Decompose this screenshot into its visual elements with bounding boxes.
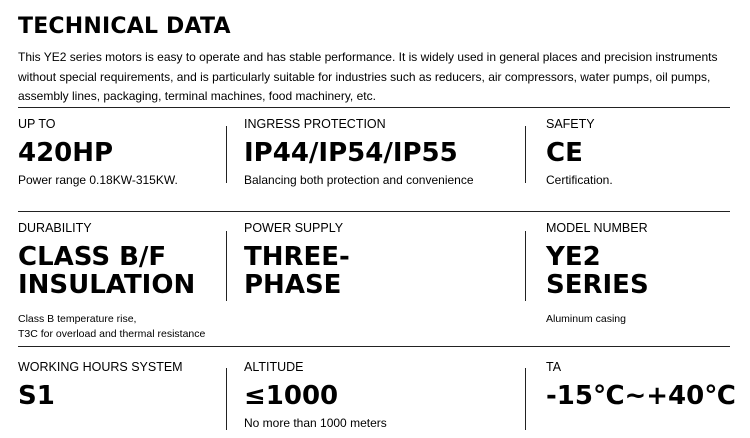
spec-description-line: Power range 0.18KW-315KW. xyxy=(18,173,178,187)
spec-value-line: THREE- xyxy=(244,242,350,272)
spec-value xyxy=(546,382,736,410)
spec-ingress-protection xyxy=(244,117,474,188)
spec-value-line: CLASS B/F xyxy=(18,242,167,272)
spec-description xyxy=(244,416,387,431)
column-divider xyxy=(525,368,526,430)
spec-up-to xyxy=(18,117,178,188)
spec-value xyxy=(546,243,649,299)
spec-description-line: Certification. xyxy=(546,173,613,187)
spec-working-hours-system xyxy=(18,360,183,410)
spec-value xyxy=(244,382,387,410)
spec-label: TA xyxy=(546,360,562,374)
column-divider xyxy=(525,231,526,301)
spec-value-line: S1 xyxy=(18,381,55,411)
intro-paragraph: This YE2 series motors is easy to operate and has stable performance. It is widely used in general places and precision instruments without special requirements, and is particularly suitable for industries such as reducers, air compressors, water pumps, oil pumps, assembly lines, packaging, terminal machines, food machinery, etc. xyxy=(18,50,718,103)
spec-value xyxy=(18,139,178,167)
spec-value-line: PHASE xyxy=(244,270,342,300)
spec-value xyxy=(244,139,474,167)
column-divider xyxy=(226,231,227,301)
spec-value xyxy=(18,243,205,299)
spec-model-number xyxy=(546,221,649,327)
spec-label: MODEL NUMBER xyxy=(546,221,648,235)
spec-label: DURABILITY xyxy=(18,221,92,235)
spec-value-line: 420HP xyxy=(18,138,114,168)
spec-description xyxy=(18,312,205,342)
spec-safety xyxy=(546,117,613,188)
spec-description xyxy=(546,173,613,188)
column-divider xyxy=(226,126,227,183)
spec-label: UP TO xyxy=(18,117,56,131)
spec-description-line: T3C for overload and thermal resistance xyxy=(18,328,206,340)
spec-altitude xyxy=(244,360,387,431)
spec-value-line: IP44/IP54/IP55 xyxy=(244,138,458,168)
page-title: TECHNICAL DATA xyxy=(18,14,231,39)
spec-description xyxy=(18,173,178,188)
spec-value xyxy=(244,243,350,299)
spec-value-line: INSULATION xyxy=(18,270,196,300)
spec-value-line: CE xyxy=(546,138,583,168)
spec-ta xyxy=(546,360,736,410)
column-divider xyxy=(226,368,227,430)
spec-description-line: Aluminum casing xyxy=(546,313,626,325)
spec-value xyxy=(18,382,183,410)
spec-value-line: YE2 xyxy=(546,242,601,272)
spec-label: POWER SUPPLY xyxy=(244,221,344,235)
spec-label: WORKING HOURS SYSTEM xyxy=(18,360,183,374)
spec-durability xyxy=(18,221,205,342)
column-divider xyxy=(525,126,526,183)
spec-description xyxy=(244,173,474,188)
spec-value xyxy=(546,139,613,167)
spec-power-supply xyxy=(244,221,350,299)
spec-label: SAFETY xyxy=(546,117,595,131)
spec-label: ALTITUDE xyxy=(244,360,304,374)
spec-description-line: Balancing both protection and convenience xyxy=(244,173,474,187)
spec-value-line: -15℃~+40℃ xyxy=(546,381,736,411)
divider-row-2 xyxy=(18,346,730,347)
spec-description-line: No more than 1000 meters xyxy=(244,416,387,430)
spec-label: INGRESS PROTECTION xyxy=(244,117,386,131)
spec-description-line: Class B temperature rise, xyxy=(18,313,137,325)
divider-row-1 xyxy=(18,211,730,212)
divider-top xyxy=(18,107,730,108)
spec-description xyxy=(546,312,649,327)
spec-value-line: SERIES xyxy=(546,270,649,300)
spec-value-line: ≤1000 xyxy=(244,381,339,411)
